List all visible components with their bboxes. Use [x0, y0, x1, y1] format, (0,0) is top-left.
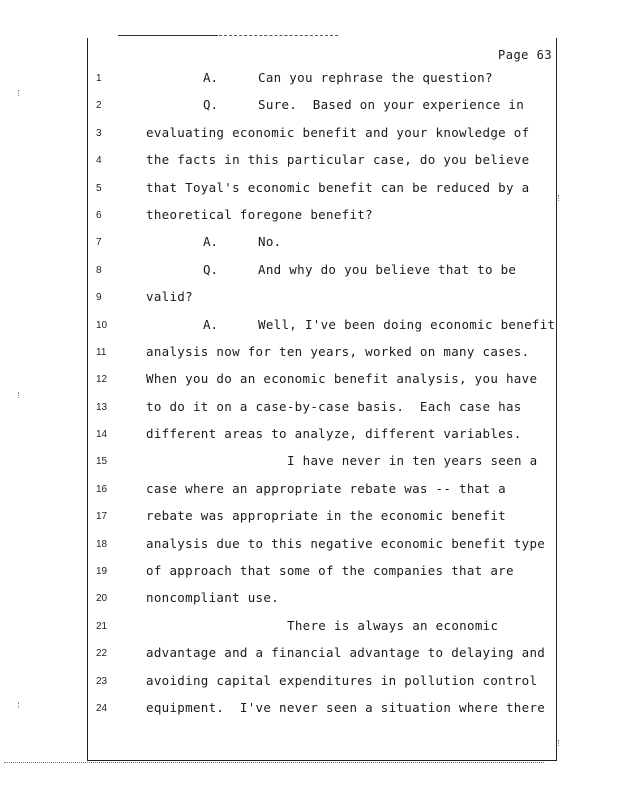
line-number: 9: [96, 292, 102, 304]
line-number: 8: [96, 264, 102, 276]
line-number: 13: [96, 401, 108, 413]
line-text: No.: [258, 234, 282, 250]
line-text: advantage and a financial advantage to delaying and: [146, 645, 546, 661]
line-text: noncompliant use.: [146, 590, 280, 606]
line-text: different areas to analyze, different variables.: [146, 426, 522, 442]
line-number: 11: [96, 346, 107, 358]
transcript-line: [0, 477, 618, 504]
speaker-label: Q.: [203, 97, 219, 113]
speaker-label: A.: [203, 316, 219, 332]
line-number: 3: [96, 127, 102, 139]
line-number: 10: [96, 319, 108, 331]
transcript-line: [0, 586, 618, 613]
transcript-line: [0, 340, 618, 367]
transcript-line: [0, 449, 618, 476]
line-number: 16: [96, 483, 108, 495]
line-number: 1: [96, 73, 102, 84]
bottom-rule: [87, 760, 557, 761]
transcript-line: [0, 148, 618, 175]
line-number: 2: [96, 100, 102, 112]
line-number: 19: [96, 566, 108, 578]
transcript-line: [0, 230, 618, 257]
speaker-label: Q.: [203, 261, 219, 277]
line-text: analysis now for ten years, worked on many cases.: [146, 343, 530, 359]
transcript-line: [0, 641, 618, 668]
line-text: case where an appropriate rebate was -- that a: [146, 480, 506, 496]
line-text: I have never in ten years seen a: [287, 453, 538, 469]
line-text: the facts in this particular case, do you believe: [146, 152, 530, 168]
transcript-line: [0, 203, 618, 230]
transcript-line: [0, 66, 618, 93]
line-text: rebate was appropriate in the economic benefit: [146, 508, 506, 524]
line-text: When you do an economic benefit analysis, you have: [146, 371, 538, 387]
line-text: There is always an economic: [287, 617, 499, 633]
transcript-line: [0, 258, 618, 285]
line-number: 22: [96, 648, 108, 660]
transcript-line: [0, 422, 618, 449]
line-text: Can you rephrase the question?: [258, 70, 493, 85]
transcript-line: [0, 559, 618, 586]
line-text: avoiding capital expenditures in pollution control: [146, 672, 538, 688]
line-number: 20: [96, 593, 108, 605]
transcript-line: [0, 532, 618, 559]
line-number: 18: [96, 538, 108, 550]
line-number: 5: [96, 182, 102, 194]
line-text: Well, I've been doing economic benefit: [258, 316, 556, 332]
line-number: 15: [96, 456, 108, 468]
line-text: Sure. Based on your experience in: [258, 97, 525, 113]
line-text: evaluating economic benefit and your knowledge of: [146, 124, 530, 140]
line-number: 12: [96, 374, 108, 386]
line-text: analysis due to this negative economic benefit type: [146, 535, 546, 551]
transcript-line: [0, 176, 618, 203]
scan-artifact-line: [4, 762, 544, 765]
line-number: 23: [96, 675, 108, 687]
speaker-label: A.: [203, 234, 219, 250]
transcript-line: [0, 696, 618, 723]
line-text: theoretical foregone benefit?: [146, 206, 373, 222]
transcript-line: [0, 313, 618, 340]
line-number: 21: [96, 620, 108, 632]
line-text: of approach that some of the companies that are: [146, 563, 514, 579]
line-number: 7: [96, 237, 102, 249]
line-number: 4: [96, 155, 102, 167]
line-number: 14: [96, 429, 108, 441]
line-number: 24: [96, 702, 108, 714]
transcript-line: [0, 367, 618, 394]
top-rule-solid: [118, 35, 218, 36]
line-text: valid?: [146, 289, 193, 305]
transcript-line: [0, 614, 618, 641]
transcript-line: [0, 121, 618, 148]
transcript-line: [0, 504, 618, 531]
transcript-line: [0, 395, 618, 422]
transcript-line: [0, 285, 618, 312]
page-number: Page 63: [498, 48, 553, 62]
line-text: equipment. I've never seen a situation where there: [146, 699, 546, 715]
line-number: 17: [96, 511, 108, 523]
line-text: that Toyal's economic benefit can be reduced by a: [146, 179, 530, 195]
scan-speck: [558, 740, 562, 746]
line-text: to do it on a case-by-case basis. Each case has: [146, 398, 522, 414]
transcript-line: [0, 93, 618, 120]
line-number: 6: [96, 209, 102, 221]
line-text: And why do you believe that to be: [258, 261, 517, 277]
speaker-label: A.: [203, 70, 219, 85]
transcript-line: [0, 669, 618, 696]
transcript-lines: [0, 66, 618, 723]
